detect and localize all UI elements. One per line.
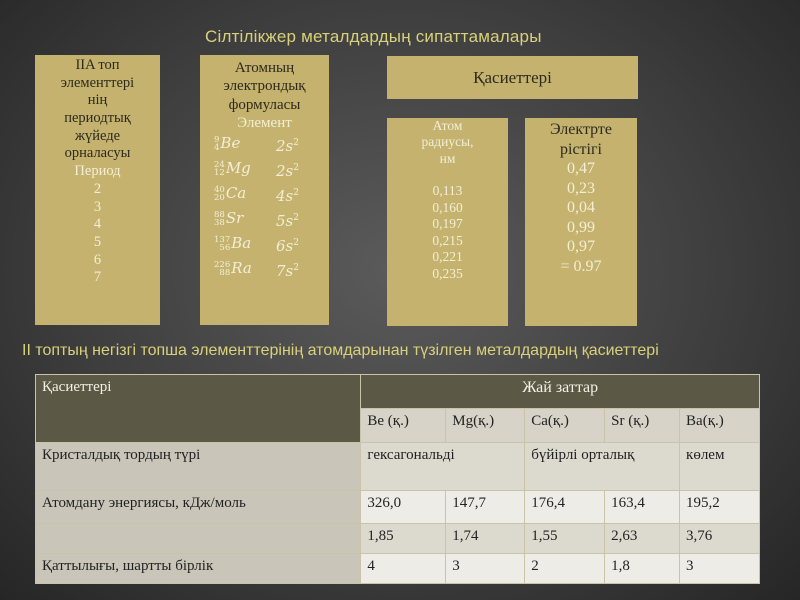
header-properties: Қасиеттері xyxy=(36,375,361,443)
table-row xyxy=(36,554,760,584)
box1-line: нің xyxy=(87,92,108,109)
electron-configuration: $5s^2$ xyxy=(276,212,299,231)
column-header: Ca(қ.) xyxy=(525,409,605,443)
period-value: 2 xyxy=(93,180,102,197)
table-caption: II топтың негізгі топша элементтерінің атомдарынан түзілген металдардың қасиеттері xyxy=(22,342,659,359)
table-cell: 2,63 xyxy=(605,524,680,554)
period-value: 6 xyxy=(93,251,102,268)
box1-line: периодтық xyxy=(64,110,131,127)
table-cell: 3 xyxy=(446,554,525,584)
row-label: Атомдану энергиясы, кДж/моль xyxy=(36,491,361,524)
radius-value: 0,113 xyxy=(432,183,463,199)
electron-configuration: $2s^2$ xyxy=(276,137,299,156)
electron-configuration: $7s^2$ xyxy=(276,262,299,281)
electroneg-line: рістігі xyxy=(560,140,602,158)
electroneg-line: Электрте xyxy=(549,121,613,138)
row-label: Кристалдық тордың түрі xyxy=(36,443,361,491)
box1-line: элементтері xyxy=(60,74,135,91)
radius-line: радиусы, xyxy=(421,134,474,150)
electron-formula-box xyxy=(200,55,329,325)
box1-line: IIA топ xyxy=(75,57,120,73)
element-symbol: 9 4 Be xyxy=(214,134,241,154)
box2-line: электрондық xyxy=(223,78,306,95)
table-cell: 3,76 xyxy=(680,524,760,554)
radius-value: 0,235 xyxy=(432,265,463,281)
radius-value: 0,197 xyxy=(432,216,463,232)
radius-value: 0,221 xyxy=(432,249,463,265)
table-cell: 2 xyxy=(525,554,605,584)
box2-line: Атомның xyxy=(234,60,295,76)
table-cell: 1,8 xyxy=(605,554,680,584)
element-symbol: 88 38 Sr xyxy=(214,209,244,229)
column-header: Be (қ.) xyxy=(361,409,446,443)
table-cell: 4 xyxy=(361,554,446,584)
radius-line: Атом xyxy=(432,118,463,133)
electroneg-value: = 0.97 xyxy=(560,257,602,275)
element-formula-row xyxy=(214,157,329,182)
electronegativity-box xyxy=(525,118,637,326)
table-cell: гексагональді xyxy=(361,443,525,491)
formula-list xyxy=(200,132,329,282)
slide-title: Сілтілікжер металдардың сипаттамалары xyxy=(205,27,542,46)
element-symbol: 226 88 Ra xyxy=(214,259,252,279)
element-formula-row xyxy=(214,182,329,207)
table-cell: көлем xyxy=(680,443,760,491)
element-formula-row xyxy=(214,132,329,157)
table-cell: 163,4 xyxy=(605,491,680,524)
box1-line: орналасуы xyxy=(64,145,131,162)
table-cell: бүйірлі орталық xyxy=(525,443,680,491)
table-row xyxy=(36,443,760,491)
electroneg-value: 0,04 xyxy=(567,199,595,217)
table-row xyxy=(36,491,760,524)
table-cell: 1,85 xyxy=(361,524,446,554)
period-value: 4 xyxy=(93,216,102,233)
period-label: Период xyxy=(74,163,121,180)
electron-configuration: $4s^2$ xyxy=(276,187,299,206)
element-symbol: 40 20 Ca xyxy=(214,184,247,204)
electroneg-value: 0,97 xyxy=(567,238,595,256)
electron-configuration: $2s^2$ xyxy=(276,162,299,181)
period-value: 7 xyxy=(93,269,102,286)
row-label xyxy=(36,524,361,554)
table-cell: 176,4 xyxy=(525,491,605,524)
table-cell: 326,0 xyxy=(361,491,446,524)
box1-line: жүйеде xyxy=(74,127,121,144)
table-cell: 1,55 xyxy=(525,524,605,554)
electroneg-value: 0,99 xyxy=(567,218,595,236)
table-cell: 1,74 xyxy=(446,524,525,554)
properties-header-box: Қасиеттері xyxy=(387,56,638,99)
element-symbol: 137 56 Ba xyxy=(214,234,252,254)
column-header: Ba(қ.) xyxy=(680,409,760,443)
table-cell: 147,7 xyxy=(446,491,525,524)
element-formula-row xyxy=(214,207,329,232)
row-label: Қаттылығы, шартты бірлік xyxy=(36,554,361,584)
radius-value: 0,160 xyxy=(432,199,463,215)
period-value: 5 xyxy=(93,233,102,250)
group-position-box xyxy=(35,55,160,325)
element-symbol: 24 12 Mg xyxy=(214,159,251,179)
header-simple-substances: Жай заттар xyxy=(361,375,760,409)
properties-table xyxy=(35,374,760,584)
column-header: Sr (қ.) xyxy=(605,409,680,443)
atomic-radius-box xyxy=(387,118,508,326)
electron-configuration: $6s^2$ xyxy=(276,237,299,256)
table-cell: 195,2 xyxy=(680,491,760,524)
column-header: Mg(қ.) xyxy=(446,409,525,443)
electroneg-value: 0,47 xyxy=(567,160,595,178)
table-row xyxy=(36,524,760,554)
element-formula-row xyxy=(214,257,329,282)
element-label: Элемент xyxy=(237,114,292,131)
radius-value: 0,215 xyxy=(432,232,463,248)
box2-line: формуласы xyxy=(228,96,301,113)
element-formula-row xyxy=(214,232,329,257)
electroneg-value: 0,23 xyxy=(567,179,595,197)
period-value: 3 xyxy=(93,198,102,215)
radius-line: нм xyxy=(439,150,456,166)
table-cell: 3 xyxy=(680,554,760,584)
